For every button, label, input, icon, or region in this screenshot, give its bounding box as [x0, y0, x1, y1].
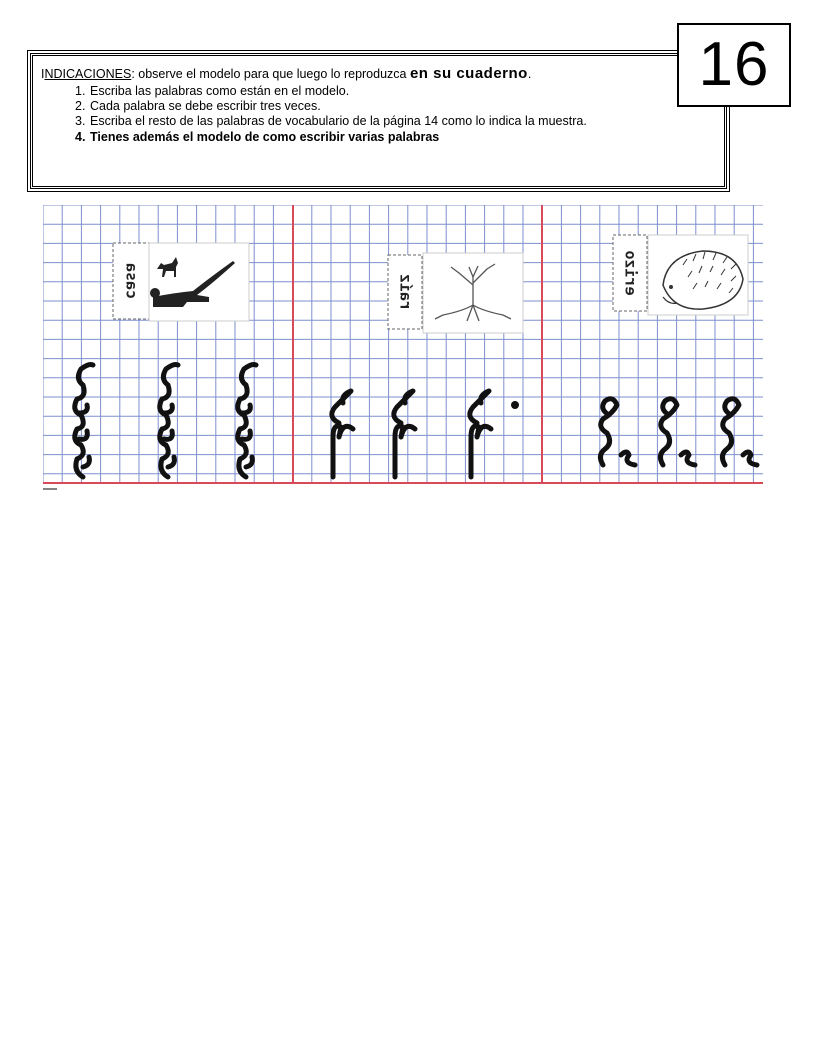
tree-roots-picture [423, 253, 523, 333]
page-number: 16 [698, 30, 770, 99]
word-card-label: erizo [621, 250, 640, 296]
notebook-grid [43, 205, 763, 490]
word-card-label: casa [122, 262, 141, 300]
page-number-box [677, 23, 791, 107]
instruction-item: 4. Tienes además el modelo de como escribir varias palabras [75, 130, 440, 144]
hunter-and-dog-picture [149, 243, 249, 321]
instructions-heading: NDICACIONES [44, 67, 132, 81]
instructions-intro: INDICACIONES: observe el modelo para que luego lo reproduzca en su cuaderno. [41, 65, 532, 82]
word-card-erizo [613, 235, 647, 311]
section-erizo [600, 235, 757, 465]
instruction-item: 3. Escriba el resto de las palabras de vocabulario de la página 14 como lo indica la muestra. [75, 114, 587, 128]
hedgehog-picture [648, 235, 748, 315]
instruction-item: 1. Escriba las palabras como están en el modelo. [75, 84, 350, 98]
word-card-label: raíz [396, 273, 415, 311]
word-card-casa [113, 243, 149, 319]
cursive-words-raiz [332, 391, 517, 477]
section-casa [75, 243, 256, 477]
instructions-list [41, 84, 716, 145]
instructions-emphasis: en su cuaderno [409, 65, 528, 82]
instruction-item: 2. Cada palabra se debe escribir tres veces. [75, 99, 321, 113]
word-card-raiz [388, 255, 422, 329]
cursive-words-casa [75, 365, 256, 478]
instructions-box [30, 53, 727, 189]
